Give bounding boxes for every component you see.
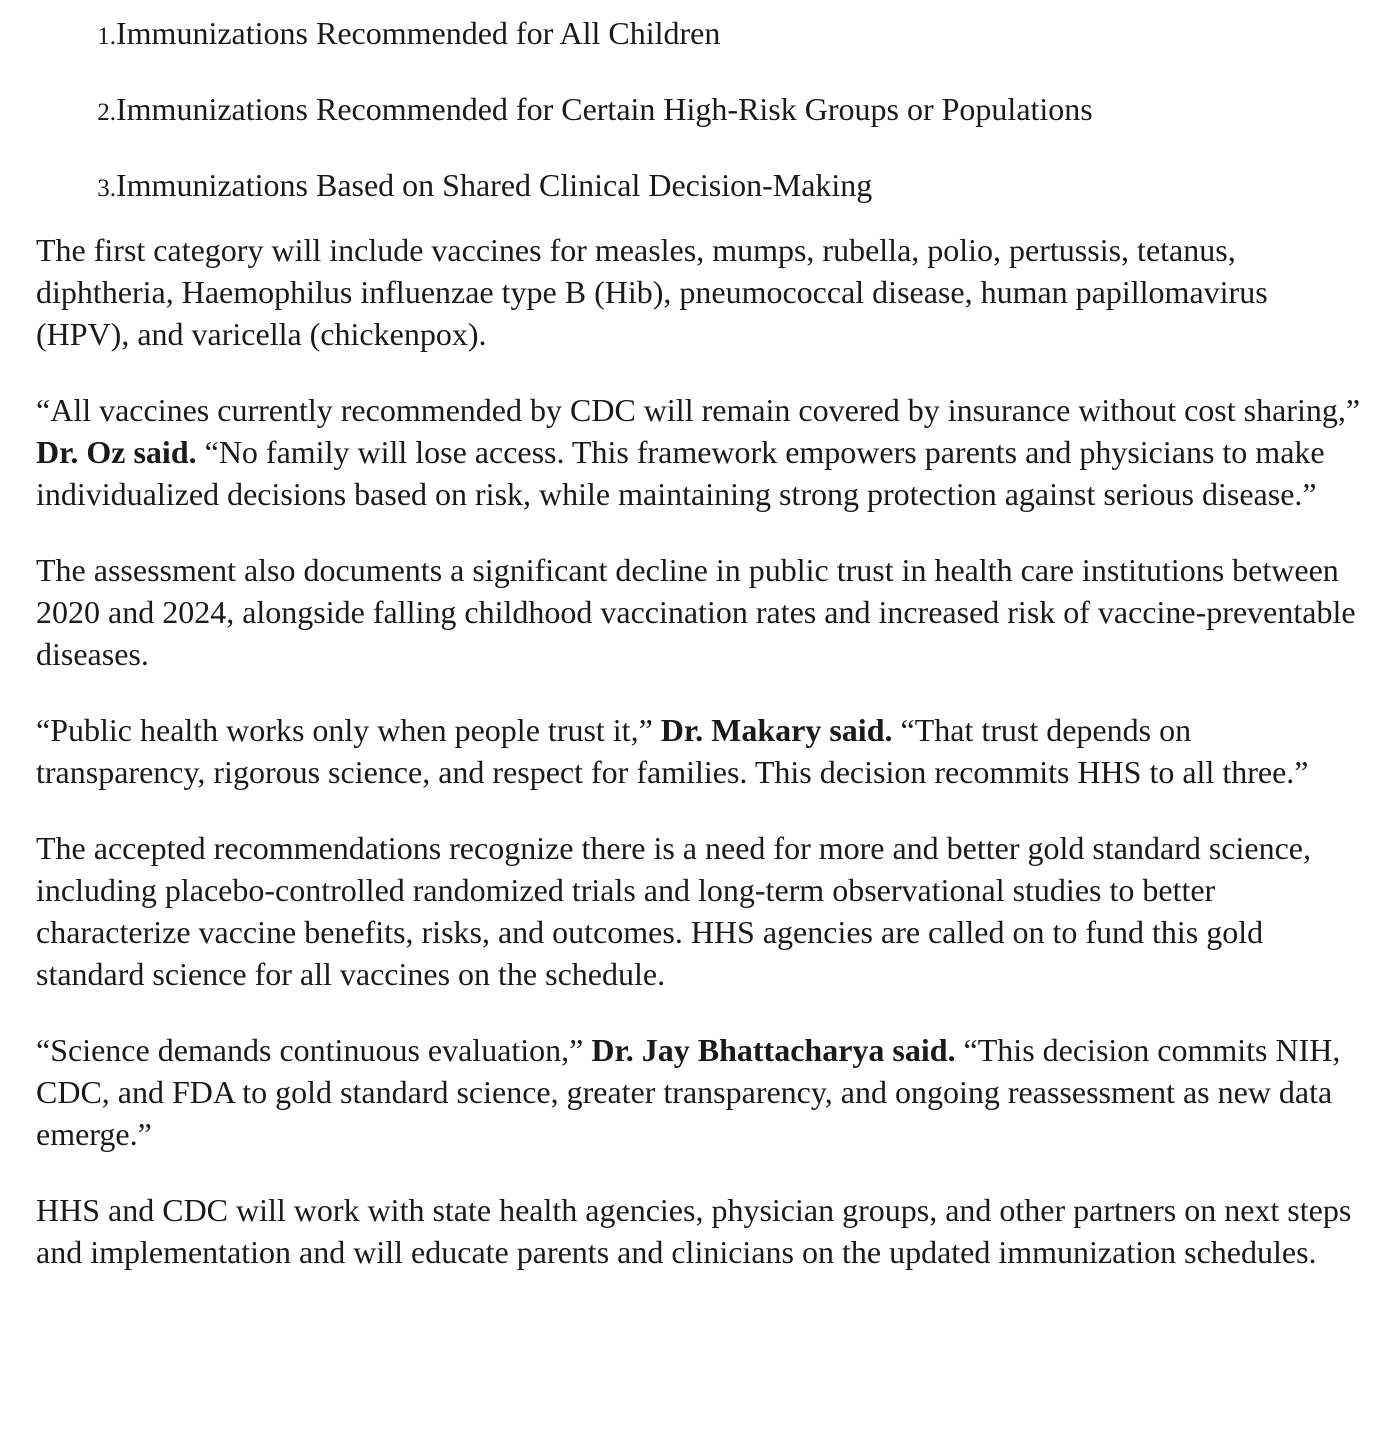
list-item-number: 2. [97, 99, 116, 126]
list-item [36, 165, 1362, 209]
quote-text: “Science demands continuous evaluation,” [36, 1032, 592, 1068]
list-item-number: 1. [97, 23, 116, 50]
quote-text: “That trust depends on transparency, rigorous science, and respect for families. This decision recommits HHS to all three.” [36, 712, 1309, 790]
first-category-paragraph: The first category will include vaccines for measles, mumps, rubella, polio, pertussis, tetanus, diphtheria, Haemophilus influenzae type B (Hib), pneumococcal disease, human papillomavirus (HPV), and varicella (chickenpox). [36, 232, 1268, 352]
speaker-attribution: Dr. Makary said. [660, 712, 893, 748]
makary-quote-paragraph [36, 709, 1362, 793]
oz-quote-paragraph [36, 389, 1362, 515]
recommendations-paragraph: The accepted recommendations recognize there is a need for more and better gold standard science, including placebo-controlled randomized trials and long-term observational studies to better characterize vaccine benefits, risks, and outcomes. HHS agencies are called on to fund this gold standard science for all vaccines on the schedule. [36, 830, 1311, 992]
speaker-attribution: Dr. Oz said. [36, 434, 197, 470]
next-steps-paragraph: HHS and CDC will work with state health agencies, physician groups, and other partners on next steps and implementation and will educate parents and clinicians on the updated immunization schedules. [36, 1192, 1352, 1270]
quote-text: “This decision commits NIH, CDC, and FDA to gold standard science, greater transparency, and ongoing reassessment as new data emerge.” [36, 1032, 1341, 1152]
speaker-attribution: Dr. Jay Bhattacharya said. [591, 1032, 956, 1068]
immunization-categories-list [36, 13, 1362, 209]
list-item [36, 89, 1362, 133]
list-item-label: Immunizations Based on Shared Clinical Decision-Making [116, 167, 873, 203]
quote-text: “All vaccines currently recommended by CDC will remain covered by insurance without cost sharing,” [36, 392, 1361, 428]
list-item-label: Immunizations Recommended for Certain High-Risk Groups or Populations [116, 91, 1093, 127]
quote-text: “No family will lose access. This framework empowers parents and physicians to make individualized decisions based on risk, while maintaining strong protection against serious disease.” [36, 434, 1325, 512]
assessment-paragraph: The assessment also documents a significant decline in public trust in health care institutions between 2020 and 2024, alongside falling childhood vaccination rates and increased risk of vaccine-preventable diseases. [36, 552, 1356, 672]
bhattacharya-quote-paragraph [36, 1029, 1362, 1155]
list-item-label: Immunizations Recommended for All Children [116, 15, 721, 51]
list-item [36, 13, 1362, 57]
list-item-number: 3. [97, 175, 116, 202]
quote-text: “Public health works only when people trust it,” [36, 712, 661, 748]
